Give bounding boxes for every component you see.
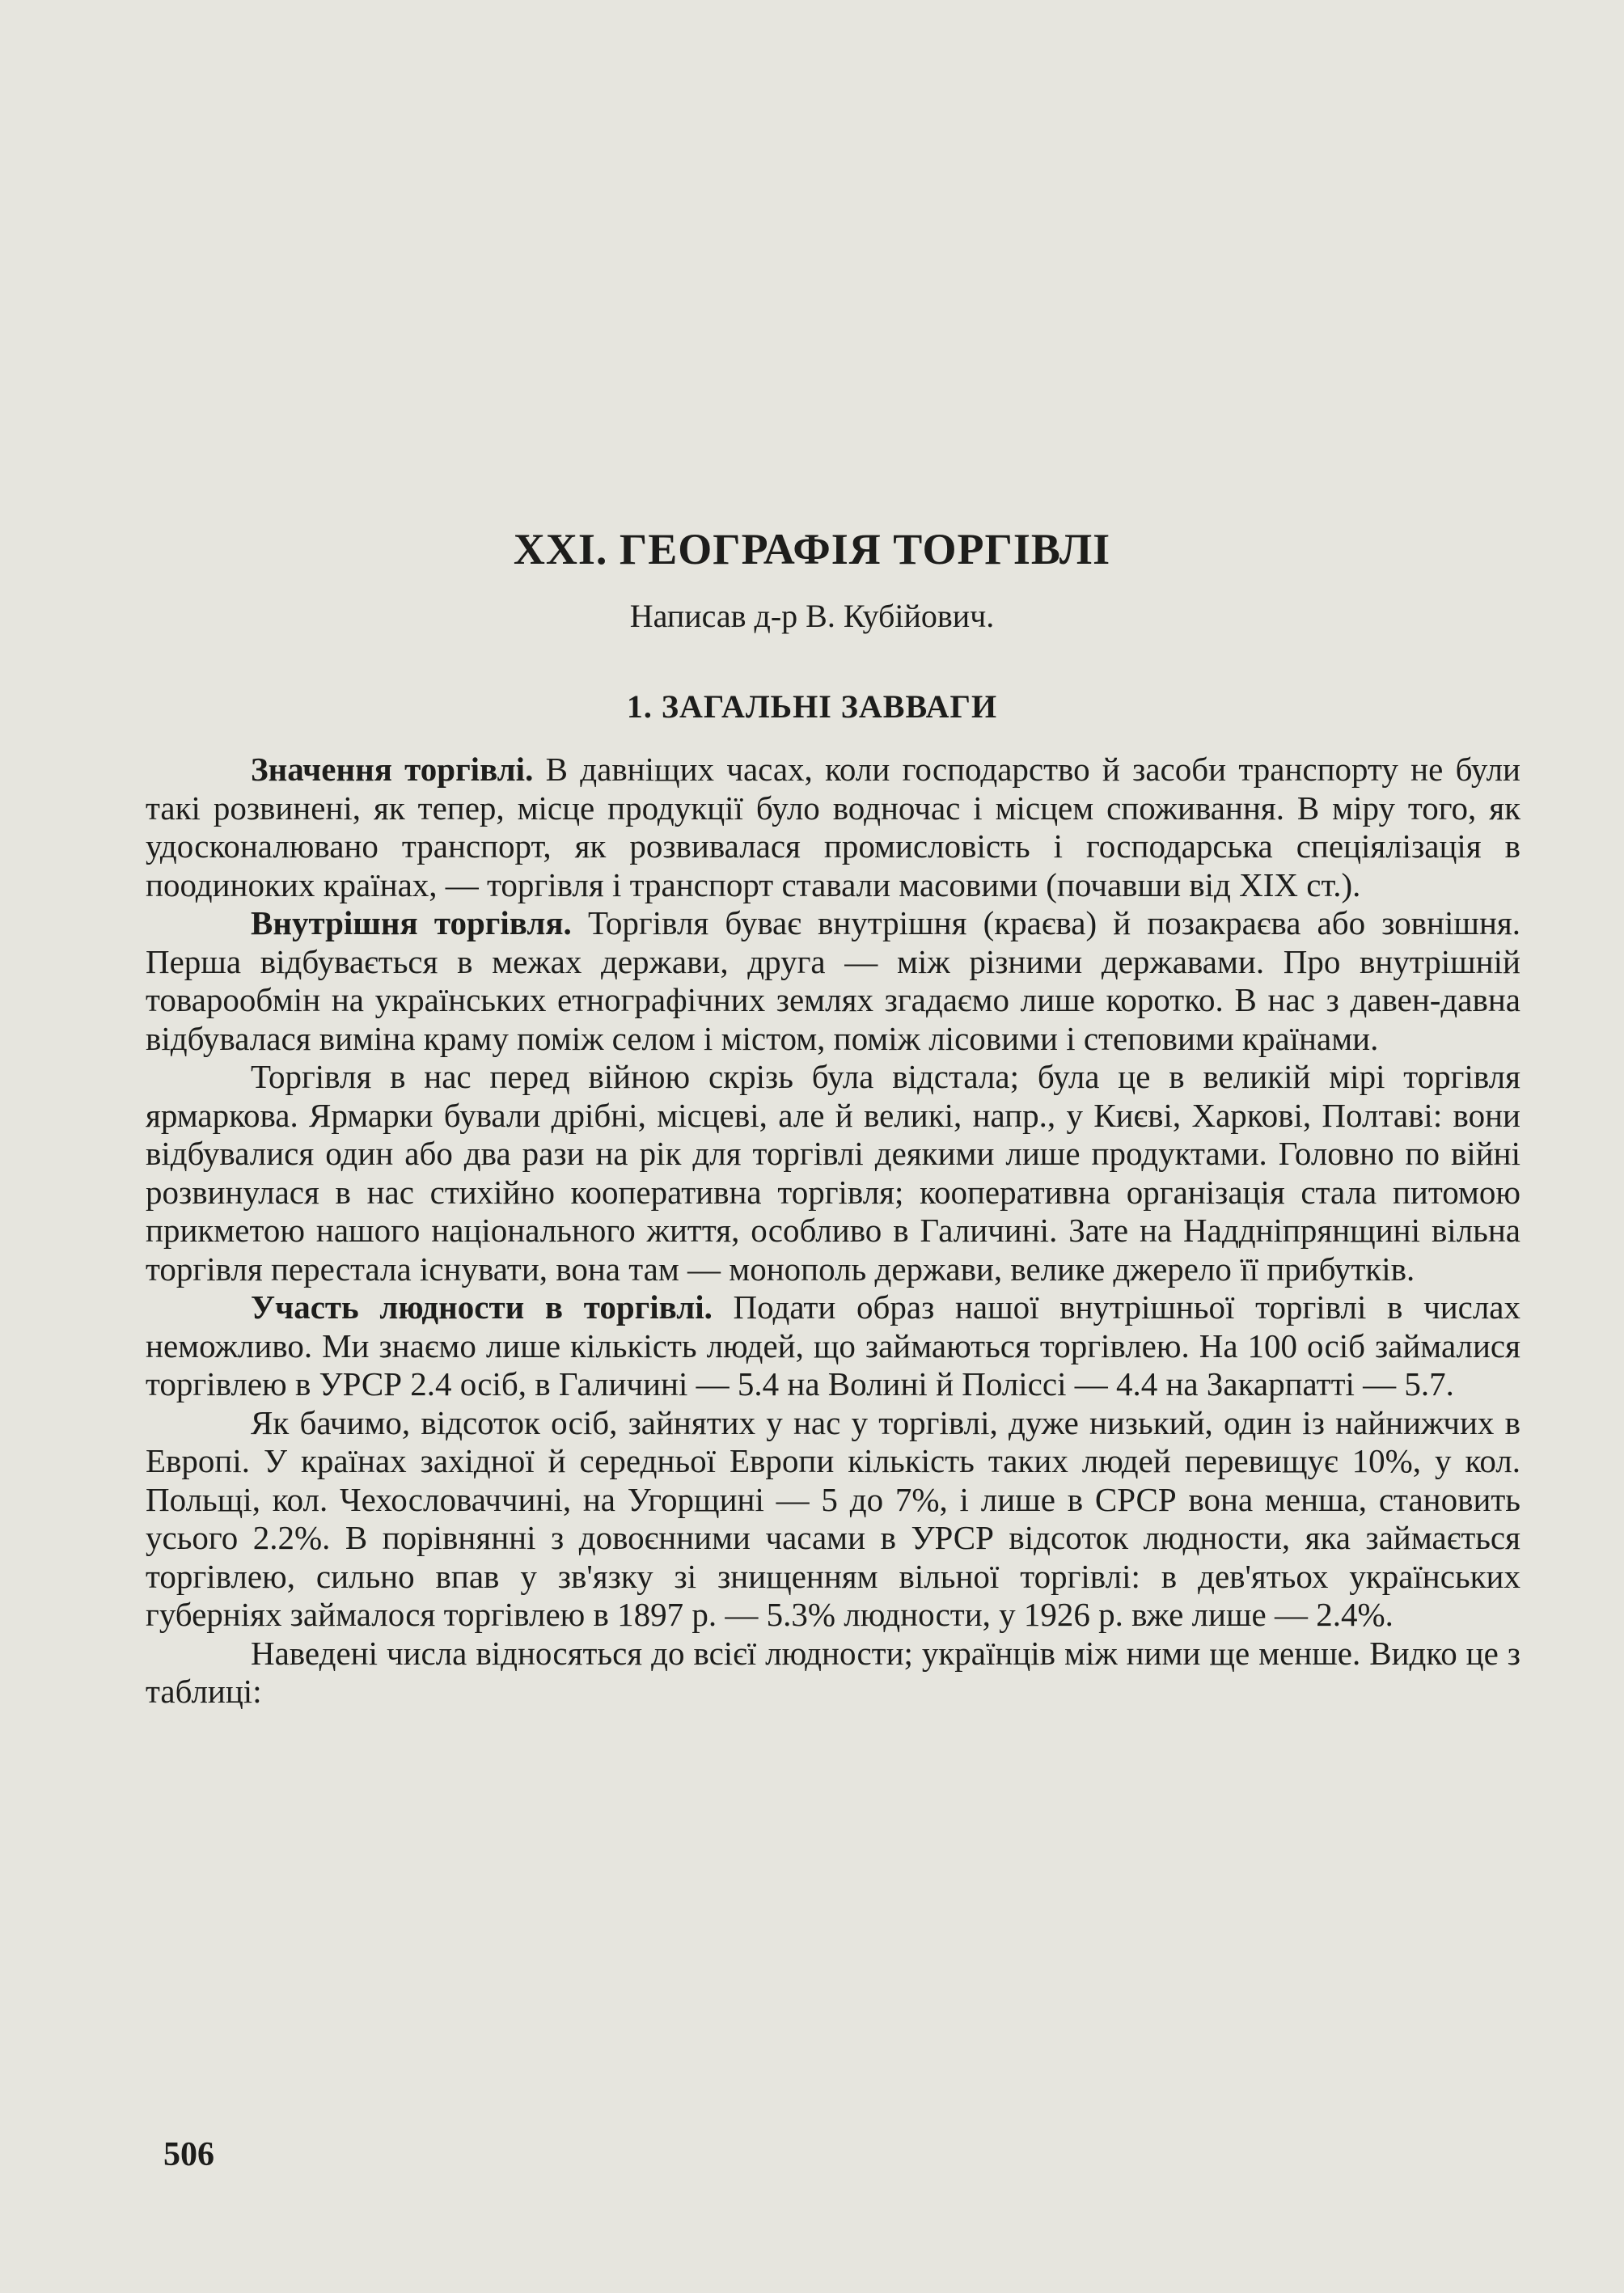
paragraph-lead: Участь людности в торгівлі. — [251, 1288, 713, 1326]
paragraph-text: В давніщих часах, коли господарство й засоби транспорту не були такі розвинені, як тепер, місце продукції було водночас і місцем споживання. В міру того, як удосконалювано транспорт, як розвивалася промисловість і господарська спеціялізація в поодиноких країнах, — торгівля і транспорт ставали масовими (почавши від XIX ст.). — [146, 751, 1520, 903]
chapter-title: XXI. ГЕОГРАФІЯ ТОРГІВЛІ — [513, 525, 1111, 573]
paragraph — [146, 1288, 1520, 1404]
paragraph — [146, 1404, 1520, 1635]
paragraph-text: Торгівля в нас перед війною скрізь була відстала; була це в великій мірі торгівля ярмаркова. Ярмарки бували дрібні, місцеві, але й великі, напр., у Києві, Харкові, Полтаві: вони відбувалися один або два рази на рік для торгівлі деякими лише продуктами. Головно по війні розвинулася в нас стихійно кооперативна торгівля; кооперативна організація стала питомою прикметою нашого національного життя, особливо в Галичині. Зате на Наддніпрянщині вільна торгівля перестала існувати, вона там — монополь держави, велике джерело її прибутків. — [146, 1058, 1520, 1288]
paragraph-text: Торгівля буває внутрішня (краєва) й позакраєва або зовнішня. Перша відбувається в межах держави, друга — між різними державами. Про внутрішній товарообмін на українських етнографічних землях згадаємо лише коротко. В нас з давен-давна відбувалася виміна краму поміж селом і містом, поміж лісовими і степовими країнами. — [146, 904, 1520, 1057]
author-line: Написав д-р В. Кубійович. — [629, 598, 995, 634]
paragraph-lead: Значення торгівлі. — [251, 751, 534, 788]
paragraph — [146, 1635, 1520, 1711]
paragraph — [146, 1058, 1520, 1288]
page-number: 506 — [163, 2136, 214, 2173]
paragraph-lead: Внутрішня торгівля. — [251, 904, 572, 941]
body-text — [146, 751, 1520, 1711]
paragraph-text: Як бачимо, відсоток осіб, зайнятих у нас у торгівлі, дуже низький, один із найнижчих в Европі. У країнах західної й середньої Европи кількість таких людей перевищує 10%, у кол. Польщі, кол. Чехословаччині, на Угорщині — 5 до 7%, і лише в СРСР вона менша, становить усього 2.2%. В порівнянні з довоєнними часами в УРСР відсоток людности, яка займається торгівлею, сильно впав у зв'язку зі знищенням вільної торгівлі: в дев'ятьох українських губерніях займалося торгівлею в 1897 р. — 5.3% людности, у 1926 р. вже лише — 2.4%. — [146, 1403, 1520, 1633]
paragraph-text: Наведені числа відносяться до всієї людности; українців між ними ще менше. Видко це з таблиці: — [146, 1634, 1520, 1710]
section-heading: 1. ЗАГАЛЬНІ ЗАВВАГИ — [626, 688, 998, 725]
paragraph — [146, 751, 1520, 904]
paragraph — [146, 904, 1520, 1058]
paragraph-text: Подати образ нашої внутрішньої торгівлі в числах неможливо. Ми знаємо лише кількість людей, що займаються торгівлею. На 100 осіб займалися торгівлею в УРСР 2.4 осіб, в Галичині — 5.4 на Волині й Поліссі — 4.4 на Закарпатті — 5.7. — [146, 1288, 1520, 1402]
